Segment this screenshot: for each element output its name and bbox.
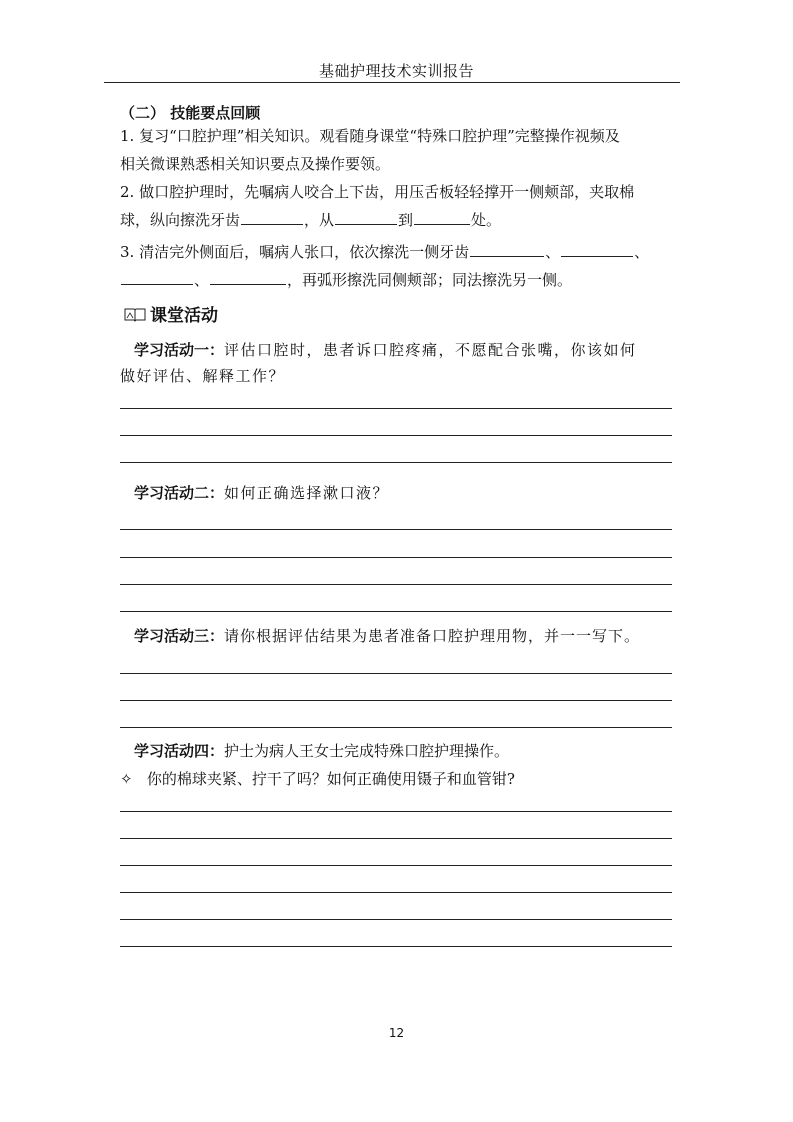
fill-blank[interactable] [335,208,397,225]
review-paragraph-2-line-2 [120,208,501,230]
activity-2-text: 如何正确选择漱口液？ [224,484,390,502]
fill-blank[interactable] [470,240,544,257]
answer-line[interactable] [120,865,672,866]
fill-blank[interactable] [414,208,470,225]
answer-line[interactable] [120,611,672,612]
activity-2 [134,483,389,503]
answer-line[interactable] [120,919,672,920]
section-title-skills-review: （二） 技能要点回顾 [120,104,261,122]
activity-1-label: 学习活动一： [134,341,225,359]
fill-blank[interactable] [241,208,303,225]
activity-3-text: 请你根据评估结果为患者准备口腔护理用物，并一一写下。 [224,627,641,645]
classroom-activities-title: 课堂活动 [150,306,218,326]
answer-line[interactable] [120,529,672,530]
diamond-bullet-icon: ✧ [120,770,133,788]
activity-4-text: 护士为病人王女士完成特殊口腔护理操作。 [224,742,510,760]
activity-4 [134,741,509,761]
answer-line[interactable] [120,946,672,947]
review-paragraph-1-line-2: 相关微课熟悉相关知识要点及操作要领。 [120,155,391,173]
fill-blank[interactable] [121,268,193,285]
text-segment: 到 [398,211,414,229]
review-paragraph-1-line-1: 1. 复习“口腔护理”相关知识。观看随身课堂“特殊口腔护理”完整操作视频及 [120,127,620,145]
text-segment: ，从 [304,211,335,229]
answer-line[interactable] [120,462,672,463]
text-segment: 、 [545,243,561,261]
text-segment: 3. 清洁完外侧面后，嘱病人张口，依次擦洗一侧牙齿 [120,243,470,261]
text-segment: 球，纵向擦洗牙齿 [120,211,241,229]
answer-line[interactable] [120,408,672,409]
answer-line[interactable] [120,700,672,701]
answer-line[interactable] [120,673,672,674]
answer-line[interactable] [120,435,672,436]
book-icon [124,306,146,322]
activity-4-bullet-text: 你的棉球夹紧、拧干了吗？如何正确使用镊子和血管钳? [146,770,515,788]
header-rule [104,82,680,83]
answer-line[interactable] [120,892,672,893]
activity-1-text: 评估口腔时，患者诉口腔疼痛，不愿配合张嘴，你该如何 [224,341,637,359]
review-paragraph-2-line-1: 2. 做口腔护理时，先嘱病人咬合上下齿，用压舌板轻轻撑开一侧颊部，夹取棉 [120,183,635,201]
activity-1-line-1 [134,340,637,360]
text-segment: ，再弧形擦洗同侧颊部；同法擦洗另一侧。 [287,271,573,289]
review-paragraph-3-line-1 [120,240,649,262]
text-segment: 处。 [471,211,502,229]
fill-blank[interactable] [210,268,286,285]
activity-3-label: 学习活动三： [134,627,225,645]
page-header-title: 基础护理技术实训报告 [318,62,474,80]
answer-line[interactable] [120,584,672,585]
activity-4-bullet [120,768,515,789]
text-segment: 、 [634,243,650,261]
classroom-activities-heading [124,301,218,326]
activity-1-line-2: 做好评估、解释工作？ [120,367,286,385]
activity-3 [134,626,640,646]
answer-line[interactable] [120,811,672,812]
activity-4-label: 学习活动四： [134,742,225,760]
text-segment: 、 [194,271,210,289]
answer-line[interactable] [120,838,672,839]
page-number: 12 [388,1026,405,1040]
activity-2-label: 学习活动二： [134,484,225,502]
answer-line[interactable] [120,727,672,728]
answer-line[interactable] [120,557,672,558]
fill-blank[interactable] [561,240,633,257]
review-paragraph-3-line-2 [120,268,572,290]
